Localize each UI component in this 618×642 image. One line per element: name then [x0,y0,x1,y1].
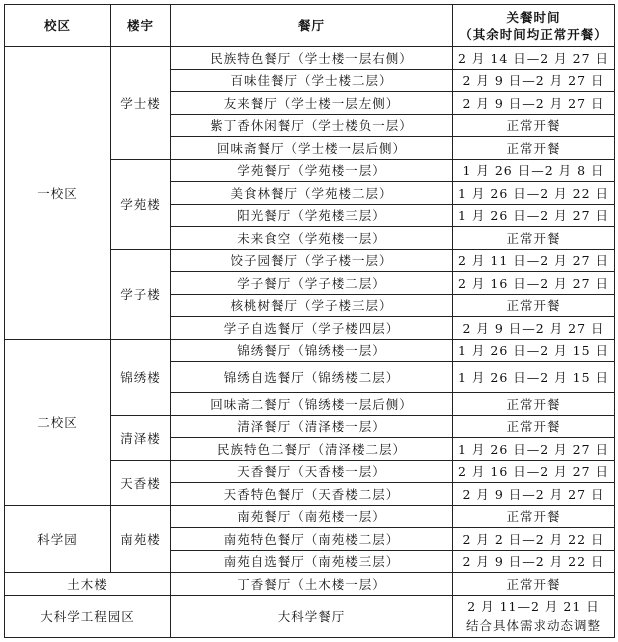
closure-time-range: 2 月 11—2 月 21 日 [467,599,600,614]
closure-time-cell: 1 月 26 日—2 月 15 日 [453,362,615,393]
building-cell: 学子楼 [111,249,171,339]
building-cell: 学士楼 [111,47,171,160]
closure-time-cell: 正常开餐 [453,393,615,416]
header-building: 楼宇 [111,5,171,47]
building-cell: 天香楼 [111,460,171,505]
closure-time-cell: 2 月 16 日—2 月 27 日 [453,460,615,483]
header-campus: 校区 [5,5,111,47]
building-cell: 清泽楼 [111,415,171,460]
restaurant-cell: 大科学餐厅 [171,595,453,637]
closure-time-cell: 2 月 9 日—2 月 27 日 [453,483,615,506]
closure-time-cell: 正常开餐 [453,573,615,596]
closure-time-cell [453,595,615,637]
campus-cell: 二校区 [5,339,111,505]
building-cell: 锦绣楼 [111,339,171,415]
closure-time-cell: 1 月 26 日—2 月 22 日 [453,182,615,205]
closure-time-cell: 2 月 11 日—2 月 27 日 [453,249,615,272]
restaurant-cell: 南苑特色餐厅（南苑楼二层） [171,528,453,551]
restaurant-cell: 友来餐厅（学士楼一层左侧） [171,92,453,115]
table-header-row [5,5,615,47]
header-restaurant: 餐厅 [171,5,453,47]
closure-time-cell: 正常开餐 [453,227,615,250]
restaurant-cell: 天香特色餐厅（天香楼二层） [171,483,453,506]
table-row [5,339,615,362]
restaurant-cell: 回味斋二餐厅（锦绣楼一层后侧） [171,393,453,416]
restaurant-cell: 饺子园餐厅（学子楼一层） [171,249,453,272]
closure-time-cell: 正常开餐 [453,137,615,160]
restaurant-cell: 锦绣餐厅（锦绣楼一层） [171,339,453,362]
restaurant-cell: 美食林餐厅（学苑楼二层） [171,182,453,205]
table-row [5,505,615,528]
restaurant-cell: 天香餐厅（天香楼一层） [171,460,453,483]
closure-time-cell: 2 月 16 日—2 月 27 日 [453,272,615,295]
closure-time-cell: 2 月 9 日—2 月 22 日 [453,550,615,573]
campus-building-cell: 大科学工程园区 [5,595,171,637]
restaurant-cell: 核桃树餐厅（学子楼三层） [171,294,453,317]
building-cell: 学苑楼 [111,159,171,249]
closure-time-note: 结合具体需求动态调整 [465,618,601,633]
restaurant-cell: 民族特色二餐厅（清泽楼二层） [171,438,453,461]
restaurant-cell: 丁香餐厅（土木楼一层） [171,573,453,596]
closure-time-cell: 2 月 14 日—2 月 27 日 [453,47,615,70]
table-body [5,47,615,638]
closure-time-cell: 1 月 26 日—2 月 8 日 [453,159,615,182]
restaurant-cell: 阳光餐厅（学苑楼三层） [171,204,453,227]
restaurant-cell: 紫丁香休闲餐厅（学士楼负一层） [171,114,453,137]
table-row [5,595,615,637]
building-cell: 南苑楼 [111,505,171,573]
header-closure-time-title: 关餐时间 [506,9,561,25]
restaurant-cell: 未来食空（学苑楼一层） [171,227,453,250]
closure-time-cell: 1 月 26 日—2 月 27 日 [453,438,615,461]
canteen-closure-table [4,4,615,638]
closure-time-cell: 1 月 26 日—2 月 15 日 [453,339,615,362]
closure-time-cell: 正常开餐 [453,294,615,317]
header-closure-time-note: （其余时间均正常开餐） [459,26,608,42]
restaurant-cell: 南苑餐厅（南苑楼一层） [171,505,453,528]
campus-building-cell: 土木楼 [5,573,171,596]
closure-time-cell: 正常开餐 [453,505,615,528]
closure-time-cell: 正常开餐 [453,415,615,438]
restaurant-cell: 学子自选餐厅（学子楼四层） [171,317,453,340]
closure-time-cell: 2 月 9 日—2 月 27 日 [453,92,615,115]
closure-time-cell: 2 月 9 日—2 月 27 日 [453,317,615,340]
restaurant-cell: 民族特色餐厅（学士楼一层右侧） [171,47,453,70]
restaurant-cell: 锦绣自选餐厅（锦绣楼二层） [171,362,453,393]
table-row [5,47,615,70]
closure-time-cell: 2 月 9 日—2 月 27 日 [453,69,615,92]
restaurant-cell: 回味斋餐厅（学士楼一层后侧） [171,137,453,160]
restaurant-cell: 学子餐厅（学子楼二层） [171,272,453,295]
closure-time-cell: 2 月 2 日—2 月 22 日 [453,528,615,551]
closure-time-cell: 1 月 26 日—2 月 27 日 [453,204,615,227]
restaurant-cell: 清泽餐厅（清泽楼一层） [171,415,453,438]
closure-time-cell: 正常开餐 [453,114,615,137]
campus-cell: 科学园 [5,505,111,573]
restaurant-cell: 百味佳餐厅（学士楼二层） [171,69,453,92]
restaurant-cell: 南苑自选餐厅（南苑楼三层） [171,550,453,573]
header-closure-time [453,5,615,47]
table-row [5,573,615,596]
campus-cell: 一校区 [5,47,111,340]
restaurant-cell: 学苑餐厅（学苑楼一层） [171,159,453,182]
